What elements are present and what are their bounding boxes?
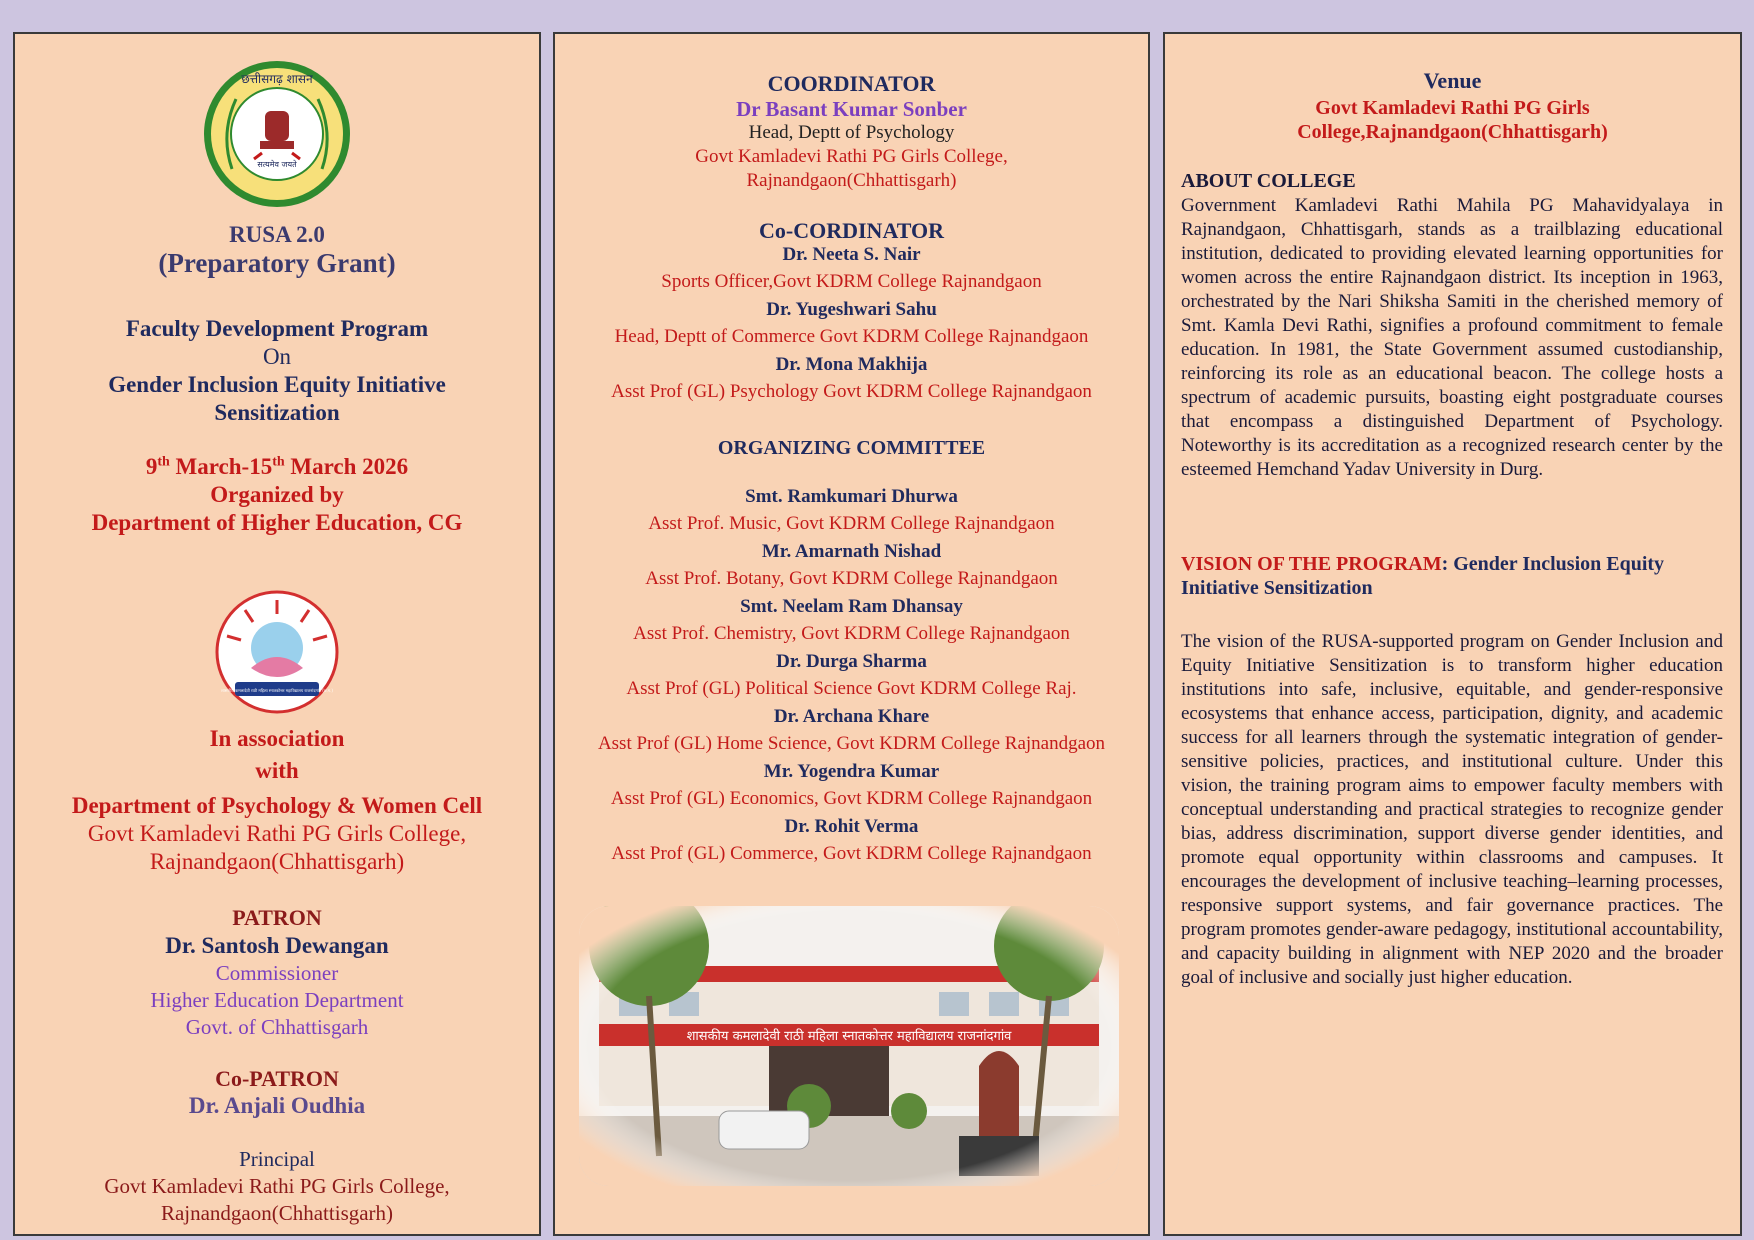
patron-name: Dr. Santosh Dewangan — [165, 933, 389, 958]
copatron-name: Dr. Anjali Oudhia — [188, 1093, 366, 1118]
copatron-title: Co-PATRON — [215, 1066, 339, 1091]
cocoordinator-role: Asst Prof (GL) Psychology Govt KDRM College Rajnandgaon — [611, 381, 1092, 402]
patron-role-2: Higher Education Department — [150, 988, 404, 1012]
middle-panel — [553, 32, 1150, 1236]
vision-topic: Gender Inclusion Equity Initiative Sensitization — [1181, 553, 1665, 599]
program-title: Faculty Development Program — [125, 316, 429, 341]
committee-title: ORGANIZING COMMITTEE — [717, 437, 986, 459]
cocoordinator-name: Dr. Yugeshwari Sahu — [766, 299, 937, 320]
rusa-title: RUSA 2.0 — [229, 222, 325, 247]
cocoordinator-name: Dr. Mona Makhija — [775, 354, 928, 375]
left-panel — [13, 32, 541, 1236]
college-building-photo — [579, 906, 1119, 1186]
venue-title: Venue — [1423, 68, 1482, 93]
patron-role-3: Govt. of Chhattisgarh — [185, 1015, 369, 1039]
program-on: On — [262, 344, 292, 369]
assoc-department: Department of Psychology & Women Cell — [71, 793, 483, 818]
committee-member-name: Dr. Durga Sharma — [776, 651, 927, 672]
cocoordinator-list — [555, 244, 1148, 409]
committee-member-role: Asst Prof. Chemistry, Govt KDRM College Rajnandgaon — [633, 623, 1070, 644]
coordinator-role: Head, Deptt of Psychology — [748, 122, 955, 143]
cocoordinator-role: Head, Deptt of Commerce Govt KDRM College Rajnandgaon — [614, 326, 1089, 347]
venue-line-2: College,Rajnandgaon(Chhattisgarh) — [1297, 121, 1608, 143]
association-with: with — [255, 758, 299, 783]
assoc-college-line-2: Rajnandgaon(Chhattisgarh) — [149, 849, 405, 874]
committee-member-role: Asst Prof. Music, Govt KDRM College Rajnandgaon — [648, 513, 1055, 534]
cocoordinator-title: Co-CORDINATOR — [759, 218, 944, 243]
vision-text: The vision of the RUSA-supported program on Gender Inclusion and Equity Initiative Sensitization is to transform higher education institutions into safe, inclusive, equitable, and gender-responsive ecosystems that enhance access, participation, dignity, and academic success for all learners through the systematic integration of gender-sensitive policies, practices, and institutional culture. Under this vision, the training program aims to empower faculty members with conceptual understanding and practical strategies to recognize gender bias, address discrimination, support diverse gender identities, and promote equal opportunity within classrooms and campuses. It encourages the development of inclusive teaching–learning processes, responsive support systems, and fair governance practices. The program promotes gender-aware pedagogy, institutional accountability, and capacity building in alignment with NEP 2020 and the broader goal of inclusive and socially just higher education. — [1181, 631, 1723, 988]
cocoordinator-role: Sports Officer,Govt KDRM College Rajnandgaon — [661, 271, 1042, 292]
committee-member-role: Asst Prof. Botany, Govt KDRM College Rajnandgaon — [645, 568, 1058, 589]
vision-heading: VISION OF THE PROGRAM: Gender Inclusion Equity Initiative Sensitization — [1181, 553, 1665, 599]
cocoordinator-name: Dr. Neeta S. Nair — [782, 244, 921, 265]
about-text: Government Kamladevi Rathi Mahila PG Mahavidyalaya in Rajnandgaon, Chhattisgarh, stands as a trailblazing educational institution, dedicated to providing elevated learning opportunities for women across the entire Rajnandgaon district. Its inception in 1963, orchestrated by the Nari Shiksha Samiti in the cherished memory of Smt. Kamla Devi Rathi, signifies a profound commitment to female education. In 1981, the State Government assumed custodianship, reinforcing its role as an educational beacon. The college hosts a spectrum of academic pursuits, boasting eight postgraduate courses that encompass a distinguished Department of Psychology. Noteworthy is its accreditation as a recognized research center by the esteemed Hemchand Yadav University in Durg. — [1181, 195, 1723, 480]
venue-line-1: Govt Kamladevi Rathi PG Girls — [1315, 97, 1590, 119]
svg-text:छत्तीसगढ़ शासन: छत्तीसगढ़ शासन — [241, 72, 313, 86]
committee-member-name: Dr. Rohit Verma — [784, 816, 919, 837]
about-title: ABOUT COLLEGE — [1181, 170, 1356, 192]
coordinator-title: COORDINATOR — [767, 71, 936, 96]
committee-member-name: Smt. Neelam Ram Dhansay — [740, 596, 963, 617]
committee-member-role: Asst Prof (GL) Commerce, Govt KDRM College Rajnandgaon — [611, 843, 1092, 864]
committee-member-name: Smt. Ramkumari Dhurwa — [745, 486, 958, 507]
organizer: Department of Higher Education, CG — [91, 510, 463, 535]
topic-line-1: Gender Inclusion Equity Initiative — [108, 372, 446, 397]
committee-member-name: Mr. Amarnath Nishad — [761, 541, 942, 562]
assoc-college-line-1: Govt Kamladevi Rathi PG Girls College, — [87, 821, 467, 846]
committee-member-name: Mr. Yogendra Kumar — [763, 761, 940, 782]
committee-list — [555, 486, 1148, 871]
principal-college-line-1: Govt Kamladevi Rathi PG Girls College, — [104, 1174, 450, 1198]
coordinator-college-line-2: Rajnandgaon(Chhattisgarh) — [746, 170, 957, 191]
committee-member-role: Asst Prof (GL) Political Science Govt KDRM College Raj. — [626, 678, 1077, 699]
grant-title: (Preparatory Grant) — [158, 248, 396, 278]
svg-text:शासकीय कमलादेवी राठी महिला स्न: शासकीय कमलादेवी राठी महिला स्नातकोत्तर महाविद्यालय राजनांदगांव (छ.ग.) — [221, 688, 333, 693]
svg-text:सत्यमेव जयते: सत्यमेव जयते — [257, 160, 297, 169]
association-line: In association — [209, 726, 345, 751]
program-dates: 9th March-15th March 2026 — [145, 454, 409, 479]
patron-role-1: Commissioner — [215, 961, 339, 985]
committee-member-name: Dr. Archana Khare — [773, 706, 930, 727]
topic-line-2: Sensitization — [214, 400, 340, 425]
committee-member-role: Asst Prof (GL) Home Science, Govt KDRM College Rajnandgaon — [597, 733, 1106, 754]
patron-title: PATRON — [232, 905, 322, 930]
coordinator-name: Dr Basant Kumar Sonber — [736, 97, 967, 121]
coordinator-college-line-1: Govt Kamladevi Rathi PG Girls College, — [695, 146, 1008, 167]
college-logo — [215, 590, 339, 714]
principal-college-line-2: Rajnandgaon(Chhattisgarh) — [160, 1201, 394, 1225]
vision-label: VISION OF THE PROGRAM — [1181, 553, 1442, 575]
principal-title: Principal — [239, 1147, 315, 1171]
organized-by: Organized by — [210, 482, 344, 507]
right-panel — [1163, 32, 1742, 1236]
chhattisgarh-govt-emblem — [202, 59, 352, 209]
committee-member-role: Asst Prof (GL) Economics, Govt KDRM College Rajnandgaon — [610, 788, 1093, 809]
